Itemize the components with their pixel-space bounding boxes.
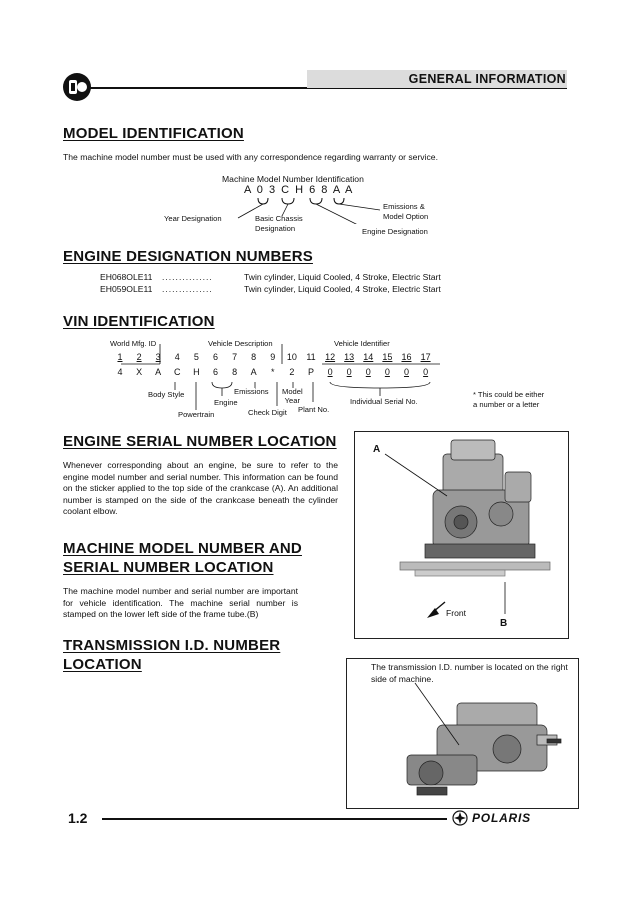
model-year-label xyxy=(282,387,303,405)
vin-position: 3 xyxy=(155,352,161,362)
engine-row xyxy=(100,272,441,284)
body-style-label: Body Style xyxy=(148,390,185,399)
vin-character: A xyxy=(250,367,257,377)
vin-position: 4 xyxy=(174,352,180,362)
footer-rule xyxy=(102,818,447,820)
wmi-group-label: World Mfg. ID xyxy=(110,339,157,348)
engine-dots: ............... xyxy=(162,272,213,282)
engine-code: EH059OLE11 xyxy=(100,283,153,294)
transmission-title xyxy=(63,636,280,674)
vin-character: H xyxy=(193,367,200,377)
engine-designation-label: Engine Designation xyxy=(362,227,428,236)
engine-code: EH068OLE11 xyxy=(100,272,153,282)
engine-serial-title: ENGINE SERIAL NUMBER LOCATION xyxy=(63,433,337,450)
basic-chassis-label xyxy=(255,214,303,234)
figure-label-b: B xyxy=(500,618,508,629)
vin-position: 9 xyxy=(270,352,276,362)
emissions-label-line2: Model Option xyxy=(383,212,429,221)
emissions-label-line1: Emissions & xyxy=(383,202,425,211)
vin-position: 8 xyxy=(251,352,257,362)
footer-brand xyxy=(452,810,531,826)
polaris-star-icon xyxy=(452,810,468,826)
vin-position: 11 xyxy=(306,352,316,362)
footer-brand-text: POLARIS xyxy=(472,811,531,825)
vin-position: 10 xyxy=(286,352,297,362)
vin-position: 1 xyxy=(117,352,123,362)
vin-position: 14 xyxy=(363,352,374,362)
vin-position: 6 xyxy=(212,352,218,362)
model-code-text: A 0 3 C H 6 8 A A xyxy=(244,184,354,196)
vin-character: 8 xyxy=(232,367,238,377)
figure-label-a: A xyxy=(373,444,381,455)
vin-position: 15 xyxy=(382,352,393,362)
model-year-label-line1: Model xyxy=(282,387,303,396)
figure-front-label: Front xyxy=(446,608,467,618)
vin-character: 6 xyxy=(212,367,218,377)
transmission-caption: The transmission I.D. number is located on the right side of machine. xyxy=(371,662,568,684)
vds-group-label: Vehicle Description xyxy=(208,339,273,348)
year-designation-label: Year Designation xyxy=(164,214,222,223)
vin-character: 0 xyxy=(327,367,333,377)
machine-model-text: The machine model number and serial number are important for vehicle identification. The machine serial number is stamped on the lower left side of the frame tube.(B) xyxy=(63,586,298,620)
vin-position: 17 xyxy=(420,352,431,362)
plant-no-label: Plant No. xyxy=(298,405,330,414)
vin-identification-title: VIN IDENTIFICATION xyxy=(63,313,215,330)
basic-chassis-label-line2: Designation xyxy=(255,224,296,233)
transmission-title-line1: TRANSMISSION I.D. NUMBER xyxy=(63,637,281,654)
serial-label: Individual Serial No. xyxy=(350,397,418,406)
vin-character: C xyxy=(174,367,181,377)
vin-note-line1: * This could be either xyxy=(473,390,545,399)
page-number: 1.2 xyxy=(68,810,88,826)
engine-desc: Twin cylinder, Liquid Cooled, 4 Stroke, Electric Start xyxy=(244,283,441,294)
engine-desc: Twin cylinder, Liquid Cooled, 4 Stroke, Electric Start xyxy=(244,272,441,282)
powertrain-label: Powertrain xyxy=(178,410,215,419)
model-number-diagram-title: Machine Model Number Identification xyxy=(222,174,364,184)
model-identification-text: The machine model number must be used with any correspondence regarding warranty or service. xyxy=(63,152,438,162)
vin-character: 0 xyxy=(365,367,371,377)
vin-character: * xyxy=(271,367,275,377)
vin-note xyxy=(473,390,544,410)
model-number-code xyxy=(244,184,354,196)
vin-character: A xyxy=(155,367,162,377)
vin-position: 12 xyxy=(325,352,336,362)
machine-model-title xyxy=(63,539,302,577)
vin-position: 16 xyxy=(401,352,412,362)
vin-character: 2 xyxy=(289,367,295,377)
vis-group-label: Vehicle Identifier xyxy=(334,339,390,348)
transmission-title-line2: LOCATION xyxy=(63,656,142,673)
basic-chassis-label-line1: Basic Chassis xyxy=(255,214,303,223)
machine-model-title-line1: MACHINE MODEL NUMBER AND xyxy=(63,540,302,557)
vin-character: 0 xyxy=(384,367,390,377)
model-year-label-line2: Year xyxy=(284,396,301,405)
vin-character: 4 xyxy=(117,367,123,377)
vin-character: X xyxy=(136,367,143,377)
model-identification-title: MODEL IDENTIFICATION xyxy=(63,125,244,142)
engine-designation-table xyxy=(100,272,441,295)
check-digit-label: Check Digit xyxy=(248,408,287,417)
engine-designation-title: ENGINE DESIGNATION NUMBERS xyxy=(63,248,313,265)
vin-character: 0 xyxy=(346,367,352,377)
vin-character: 0 xyxy=(403,367,409,377)
engine-dots: ............... xyxy=(162,283,213,294)
vin-note-line2: a number or a letter xyxy=(473,400,540,409)
vin-character: P xyxy=(307,367,314,377)
vin-emissions-label: Emissions xyxy=(234,387,269,396)
machine-model-title-line2: SERIAL NUMBER LOCATION xyxy=(63,559,274,576)
vin-position: 2 xyxy=(136,352,142,362)
vin-engine-label: Engine xyxy=(214,398,238,407)
engine-serial-text: Whenever corresponding about an engine, be sure to refer to the engine model number and serial number. This information can be found on the sticker applied to the top side of the crankcase (A). An additional number is stamped on the side of the crankcase beneath the cylinder coolant elbow. xyxy=(63,460,338,517)
engine-row xyxy=(100,284,441,296)
vin-position: 13 xyxy=(344,352,355,362)
vin-position: 5 xyxy=(193,352,199,362)
emissions-label xyxy=(383,202,428,222)
vin-position: 7 xyxy=(232,352,238,362)
vin-character: 0 xyxy=(423,367,429,377)
page-header-title: GENERAL INFORMATION xyxy=(408,72,566,86)
